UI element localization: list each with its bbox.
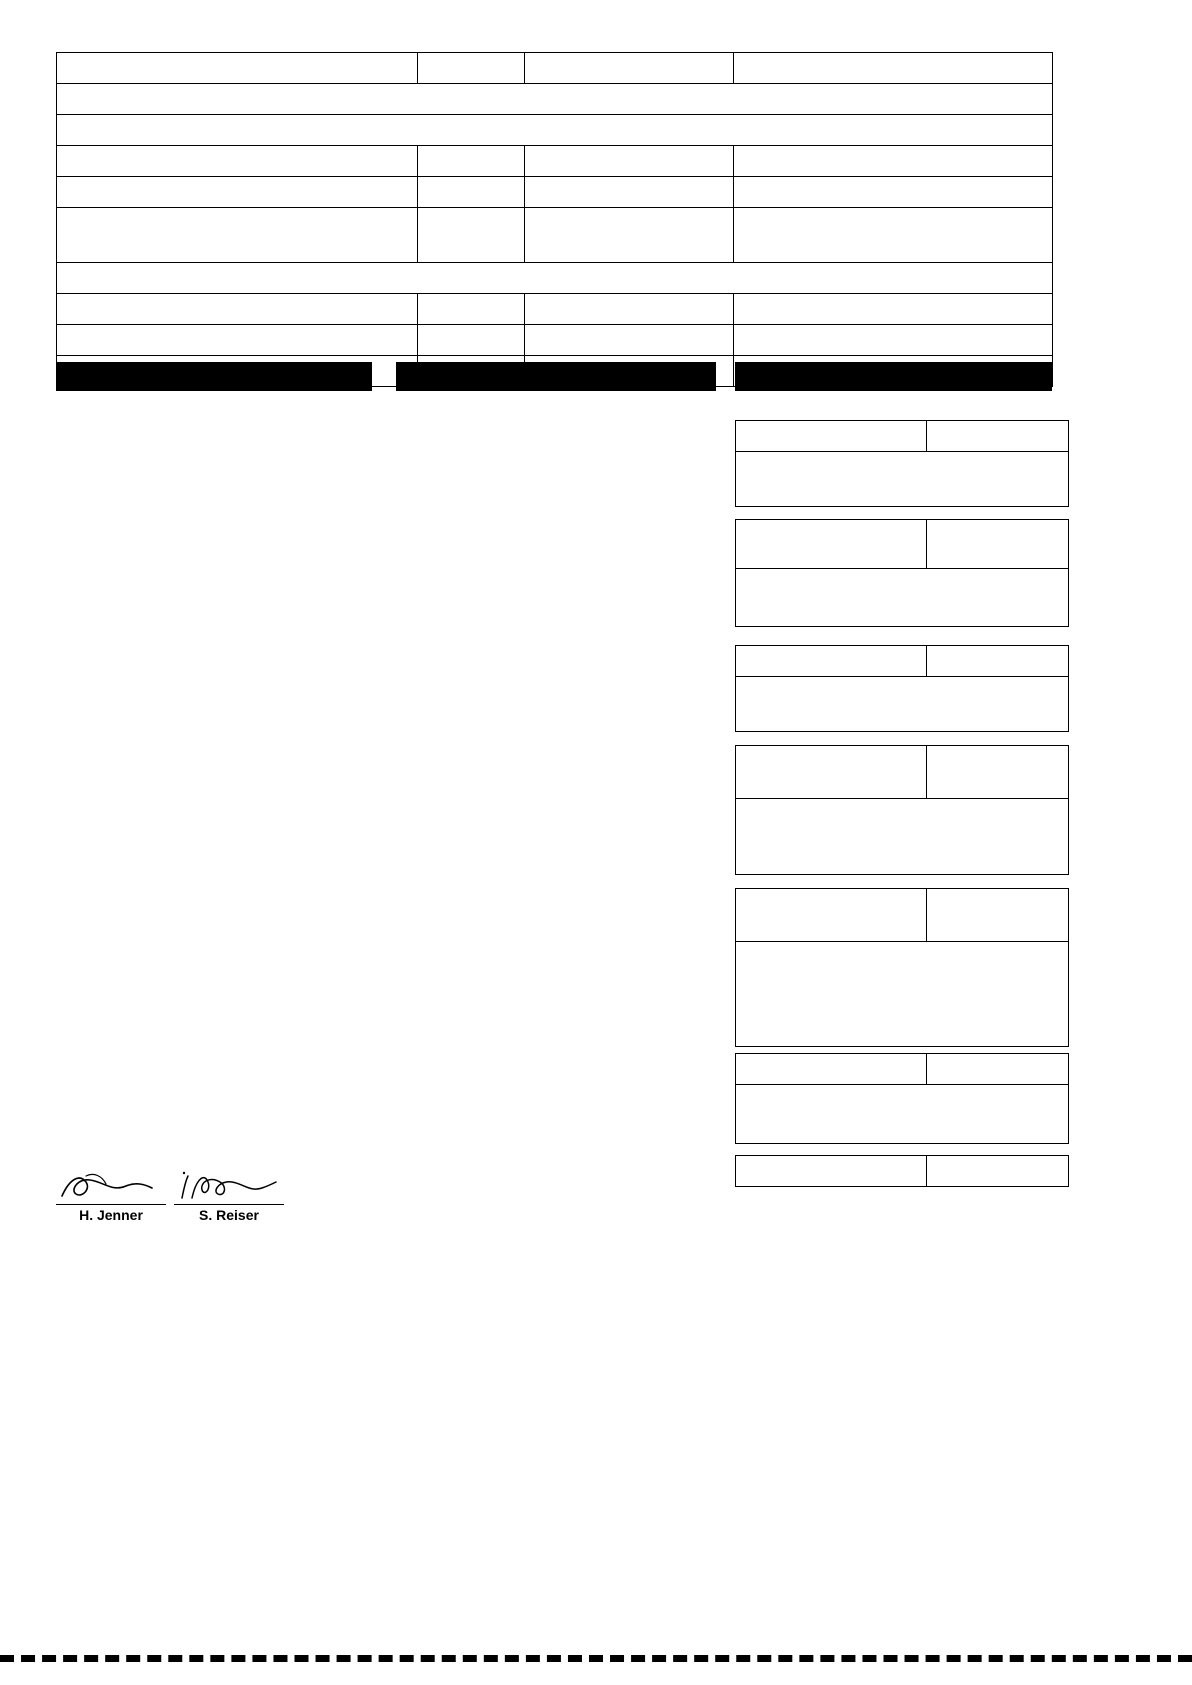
table-row bbox=[57, 177, 1053, 208]
block-header-right bbox=[927, 746, 1069, 799]
block-header-left bbox=[736, 421, 927, 452]
block-header-right bbox=[927, 421, 1069, 452]
table-row bbox=[736, 889, 1069, 942]
left-section-bar-label bbox=[56, 362, 372, 368]
cell-b bbox=[418, 325, 525, 356]
signature-name: S. Reiser bbox=[174, 1204, 284, 1223]
block-body bbox=[736, 677, 1069, 732]
table-row bbox=[736, 520, 1069, 569]
table-row bbox=[57, 53, 1053, 84]
cell-a bbox=[57, 53, 418, 84]
block-body bbox=[736, 452, 1069, 507]
cell-c bbox=[525, 53, 734, 84]
table-row bbox=[736, 799, 1069, 875]
cell-c bbox=[525, 208, 734, 263]
table-row bbox=[57, 294, 1053, 325]
table-row bbox=[736, 1085, 1069, 1144]
cell-a bbox=[57, 208, 418, 263]
cell-a bbox=[57, 146, 418, 177]
cell-b bbox=[418, 146, 525, 177]
table-row bbox=[736, 1156, 1069, 1187]
cell-a bbox=[57, 325, 418, 356]
block-body bbox=[736, 1085, 1069, 1144]
table-row bbox=[57, 84, 1053, 115]
cell-full bbox=[57, 115, 1053, 146]
cell-c bbox=[525, 146, 734, 177]
cell-a bbox=[57, 177, 418, 208]
block-header-right bbox=[927, 1054, 1069, 1085]
signature-2 bbox=[174, 1170, 284, 1223]
cell-a bbox=[57, 294, 418, 325]
middle-section-bar bbox=[396, 362, 716, 391]
signature-1 bbox=[56, 1170, 166, 1223]
cell-b bbox=[418, 177, 525, 208]
table-row bbox=[57, 146, 1053, 177]
block-header-right bbox=[927, 520, 1069, 569]
cell-full bbox=[57, 263, 1053, 294]
right-block-3 bbox=[735, 645, 1069, 732]
right-block-6 bbox=[735, 1053, 1069, 1144]
middle-section-bar-label bbox=[396, 362, 716, 368]
right-section-bar bbox=[735, 362, 1052, 391]
right-section-bar-label bbox=[735, 362, 1052, 368]
cell-full bbox=[57, 84, 1053, 115]
table-row bbox=[736, 569, 1069, 627]
left-section-bar bbox=[56, 362, 372, 391]
cell-c bbox=[525, 177, 734, 208]
table-row bbox=[736, 677, 1069, 732]
cell-d bbox=[734, 146, 1053, 177]
cell-c bbox=[525, 325, 734, 356]
cell-d bbox=[734, 53, 1053, 84]
table-row bbox=[736, 746, 1069, 799]
block-header-left bbox=[736, 1156, 927, 1187]
right-block-1 bbox=[735, 420, 1069, 507]
block-body bbox=[736, 799, 1069, 875]
block-body bbox=[736, 942, 1069, 1047]
table-row bbox=[57, 208, 1053, 263]
table-row bbox=[57, 115, 1053, 146]
block-header-left bbox=[736, 520, 927, 569]
handwritten-signature-icon bbox=[56, 1170, 166, 1204]
block-header-right bbox=[927, 646, 1069, 677]
block-header-left bbox=[736, 746, 927, 799]
block-header-right bbox=[927, 1156, 1069, 1187]
table-row bbox=[736, 421, 1069, 452]
block-header-left bbox=[736, 889, 927, 942]
specification-table bbox=[56, 52, 1053, 387]
cell-d bbox=[734, 325, 1053, 356]
table-row bbox=[736, 646, 1069, 677]
right-block-7 bbox=[735, 1155, 1069, 1187]
footer-dashed-rule bbox=[0, 1655, 1192, 1662]
right-block-4 bbox=[735, 745, 1069, 875]
table-row bbox=[736, 942, 1069, 1047]
right-block-2 bbox=[735, 519, 1069, 627]
signature-block bbox=[56, 1170, 316, 1230]
block-header-left bbox=[736, 1054, 927, 1085]
table-row bbox=[57, 325, 1053, 356]
table-row bbox=[736, 452, 1069, 507]
signature-name: H. Jenner bbox=[56, 1204, 166, 1223]
block-header-left bbox=[736, 646, 927, 677]
block-body bbox=[736, 569, 1069, 627]
table-row bbox=[57, 263, 1053, 294]
cell-d bbox=[734, 208, 1053, 263]
right-block-5 bbox=[735, 888, 1069, 1047]
cell-b bbox=[418, 294, 525, 325]
cell-d bbox=[734, 177, 1053, 208]
cell-b bbox=[418, 208, 525, 263]
cell-b bbox=[418, 53, 525, 84]
cell-d bbox=[734, 294, 1053, 325]
block-header-right bbox=[927, 889, 1069, 942]
table-row bbox=[736, 1054, 1069, 1085]
handwritten-signature-icon bbox=[174, 1170, 284, 1204]
cell-c bbox=[525, 294, 734, 325]
